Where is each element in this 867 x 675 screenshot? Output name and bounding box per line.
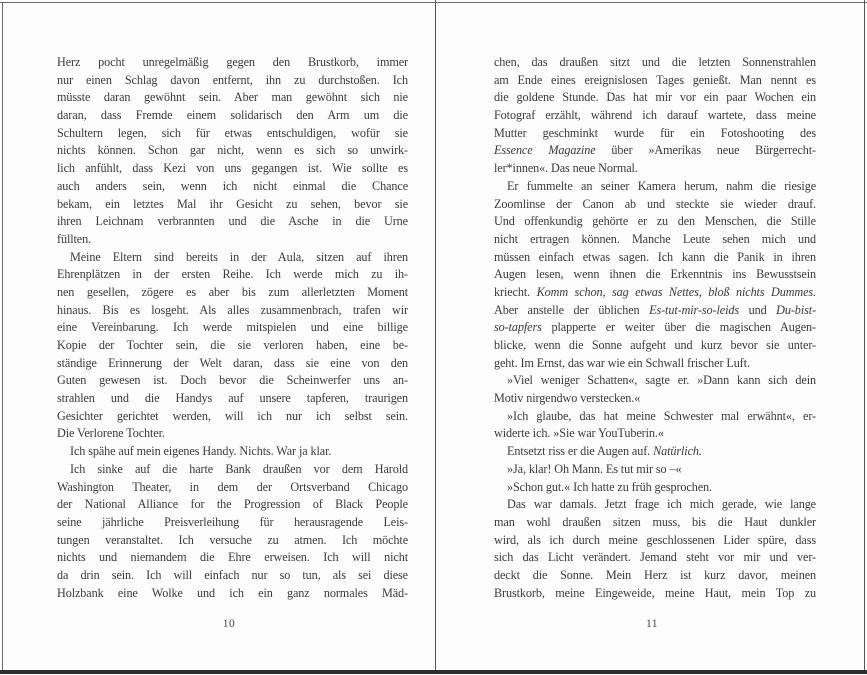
text-line	[57, 567, 408, 585]
text-segment: geht. Im Ernst, das war wie ein Schwall frischer Luft.	[494, 355, 750, 370]
text-segment: müsste daran gewöhnt sein. Aber man gewöhnt sich nie	[57, 90, 408, 105]
italic-text-segment: Du-bist-	[776, 302, 816, 317]
text-line	[57, 213, 408, 231]
text-line	[494, 337, 816, 355]
text-line	[494, 461, 816, 479]
left-page-text	[57, 54, 408, 602]
text-segment: Guten gewesen ist. Doch bevor die Scheinwerfer uns an-	[57, 373, 408, 388]
text-segment: über »Amerikas neue Bürgerrecht-	[595, 143, 816, 158]
text-line	[494, 514, 816, 532]
text-line	[494, 107, 816, 125]
text-segment: müssen einfach etwas sagen. Ich kann die Panik in ihren	[494, 249, 816, 264]
text-line	[57, 372, 408, 390]
text-segment: Meine Eltern sind bereits in der Aula, sitzen auf ihren	[70, 249, 408, 264]
text-segment: da drin sein. Ich will einfach nur so tun, als sei diese	[57, 567, 408, 582]
text-segment: widerte ich. »Sie war YouTuberin.«	[494, 426, 664, 441]
text-line	[494, 532, 816, 550]
text-line	[57, 125, 408, 143]
text-line	[57, 355, 408, 373]
text-line	[57, 337, 408, 355]
text-line	[57, 514, 408, 532]
text-line	[57, 54, 408, 72]
text-segment: hinaus. Bis es losgeht. Als alles zusammenbrach, trafen wir	[57, 302, 408, 317]
text-segment: die goldene Stunde. Das hat mir vor ein paar Wochen ein	[494, 90, 816, 105]
text-line	[494, 213, 816, 231]
text-line	[494, 372, 816, 390]
text-line	[494, 425, 816, 443]
text-line	[494, 302, 816, 320]
text-segment: und	[739, 302, 777, 317]
text-segment: Ich spähe auf mein eigenes Handy. Nichts. War ja klar.	[70, 444, 332, 459]
text-line	[57, 479, 408, 497]
text-segment: nichts können. Schon gar nicht, wenn es sich so unwirk-	[57, 143, 408, 158]
text-segment: eine Vereinbarung. Ich werde mitspielen und eine billige	[57, 320, 408, 335]
text-line	[494, 355, 816, 373]
text-line	[57, 549, 408, 567]
text-line	[57, 496, 408, 514]
left-page-number: 10	[222, 618, 236, 630]
text-line	[57, 249, 408, 267]
text-segment: chen, das draußen sitzt und die letzten Sonnenstrahlen	[494, 55, 816, 69]
text-segment: seine jährliche Preisverleihung für herausragende Leis-	[57, 514, 408, 529]
text-segment: wird, als ich durch meine geschlossenen Lider spüre, dass	[494, 532, 816, 547]
text-line	[57, 390, 408, 408]
text-line	[57, 585, 408, 603]
scan-border-left	[2, 2, 3, 671]
text-segment: Ehrenplätzen in der ersten Reihe. Ich werde mich zu ih-	[57, 267, 408, 282]
text-segment: kriecht.	[494, 284, 537, 299]
text-line	[57, 408, 408, 426]
text-line	[57, 319, 408, 337]
text-line	[494, 585, 816, 603]
italic-text-segment: so-tapfers	[494, 320, 542, 335]
text-segment: lich anfühlt, dass Kezi von uns gegangen ist. Wie sollte es	[57, 161, 408, 176]
text-segment: »Schon gut.« Ich hatte zu früh gesprochen.	[507, 479, 712, 494]
text-line	[57, 142, 408, 160]
text-segment: Kopie der Tochter sein, die sie verloren haben, eine be-	[57, 338, 408, 352]
text-segment: daran, dass Fremde einem solidarisch den Arm um die	[57, 108, 408, 123]
text-segment: sich das Licht verändert. Jemand steht vor mir und ver-	[494, 550, 816, 565]
text-segment: bekam, ein letztes Mal ihr Gesicht zu sehen, bevor sie	[57, 196, 408, 211]
text-segment: Holzbank eine Wolke und ich ein ganz normales Mäd-	[57, 585, 408, 600]
text-line	[57, 284, 408, 302]
text-segment: der National Alliance for the Progression of Black People	[57, 497, 408, 512]
text-segment: tungen veranstaltet. Ich versuche zu atmen. Ich möchte	[57, 532, 408, 547]
page-gutter-line	[435, 0, 436, 671]
text-line	[57, 89, 408, 107]
text-segment: nichts und niemandem die Ehre erweisen. Ich will nicht	[57, 550, 408, 565]
text-line	[57, 178, 408, 196]
text-segment: Herz pocht unregelmäßig gegen den Brustkorb, immer	[57, 55, 408, 69]
text-segment: ler*innen«. Das neue Normal.	[494, 161, 638, 176]
text-segment: »Ja, klar! Oh Mann. Es tut mir so –«	[507, 461, 682, 476]
text-segment: auch anders sein, wenn ich nicht einmal die Chance	[57, 178, 408, 193]
text-line	[57, 266, 408, 284]
text-segment: »Viel weniger Schatten«, sagte er. »Dann kann sich dein	[507, 373, 816, 388]
text-line	[57, 231, 408, 249]
text-segment: am Ende eines ereignislosen Tages genießt. Man nennt es	[494, 72, 816, 87]
text-line	[57, 532, 408, 550]
text-line	[494, 266, 816, 284]
text-line	[57, 107, 408, 125]
text-segment: Zoomlinse der Canon ab und steckte sie wieder drauf.	[494, 196, 816, 211]
text-line	[57, 72, 408, 90]
text-segment: Ich sinke auf die harte Bank draußen vor dem Harold	[70, 461, 408, 476]
text-segment: Er fummelte an seiner Kamera herum, nahm die riesige	[507, 178, 816, 193]
italic-text-segment: Essence Magazine	[494, 143, 596, 158]
text-line	[494, 408, 816, 426]
text-segment: man wohl draußen sitzen muss, bis die Haut dunkler	[494, 514, 816, 529]
italic-text-segment: Komm schon, sag etwas Nettes, bloß nichts Dummes.	[536, 284, 816, 299]
text-line	[494, 479, 816, 497]
text-segment: Fotograf erzählt, während ich darauf wartete, dass meine	[494, 108, 816, 123]
text-line	[494, 443, 816, 461]
text-line	[494, 142, 816, 160]
text-line	[494, 319, 816, 337]
text-segment: Die Verlorene Tochter.	[57, 426, 165, 441]
text-line	[494, 72, 816, 90]
text-line	[57, 302, 408, 320]
text-segment: Das war damals. Jetzt frage ich mich gerade, wie lange	[507, 497, 816, 512]
text-line	[494, 160, 816, 178]
scan-border-bottom	[0, 670, 867, 674]
text-line	[494, 231, 816, 249]
text-line	[494, 496, 816, 514]
text-line	[494, 549, 816, 567]
text-line	[57, 425, 408, 443]
text-segment: Gesichter gerichtet werden, will ich nur ich selbst sein.	[57, 408, 408, 423]
text-segment: Brustkorb, meine Eingeweide, meine Haut, mein Top zu	[494, 585, 816, 600]
italic-text-segment: Natürlich.	[653, 444, 702, 459]
italic-text-segment: Es-tut-mir-so-leids	[649, 302, 740, 317]
text-line	[494, 284, 816, 302]
text-line	[494, 567, 816, 585]
text-segment: plapperte er weiter über die magischen Augen-	[541, 320, 816, 335]
text-line	[57, 160, 408, 178]
text-segment: Mutter geschminkt wurde für ein Fotoshooting des	[494, 125, 816, 140]
text-segment: Augen lesen, wenn ihnen die Erkenntnis ins Bewusstsein	[494, 267, 816, 282]
right-page-number: 11	[645, 618, 659, 630]
text-segment: blicke, wenn die Sonne aufgeht und kurz bevor sie unter-	[494, 338, 816, 352]
text-segment: Und offenkundig gehörte er zu den Menschen, die Stille	[494, 214, 816, 229]
text-segment: nur einen Schlag davon entfernt, ihn zu durchstoßen. Ich	[57, 72, 408, 87]
text-line	[494, 390, 816, 408]
scan-border-top	[0, 2, 867, 3]
text-line	[494, 89, 816, 107]
text-segment: ihren Leichnam verbrannten und die Asche in die Urne	[57, 214, 408, 229]
text-line	[494, 125, 816, 143]
text-line	[494, 178, 816, 196]
text-line	[494, 249, 816, 267]
text-segment: Schultern legen, sich für etwas entschuldigen, wofür sie	[57, 125, 408, 140]
text-segment: nicht ertragen können. Manche Leute sehen mich und	[494, 231, 816, 246]
right-page-text	[494, 54, 816, 602]
text-line	[57, 461, 408, 479]
text-line	[57, 196, 408, 214]
text-segment: füllten.	[57, 231, 92, 246]
text-segment: Aber anstelle der üblichen	[494, 302, 650, 317]
text-segment: »Ich glaube, das hat meine Schwester mal erwähnt«, er-	[507, 408, 816, 423]
text-segment: strahlen und die Handys auf unsere tapferen, traurigen	[57, 391, 408, 406]
text-segment: deckt die Sonne. Mein Herz ist kurz davor, meinen	[494, 567, 816, 582]
text-segment: ständige Erinnerung der Welt daran, dass sie eine von den	[57, 355, 408, 370]
text-segment: Motiv nirgendwo verstecken.«	[494, 391, 641, 406]
text-segment: Washington Theater, in dem der Ortsverband Chicago	[57, 479, 408, 494]
text-line	[494, 196, 816, 214]
text-line	[494, 54, 816, 72]
text-segment: Entsetzt riss er die Augen auf.	[507, 444, 654, 459]
scan-border-right	[864, 0, 865, 671]
text-line	[57, 443, 408, 461]
text-segment: nen gesellen, zögere es aber bis zum allerletzten Moment	[57, 284, 408, 299]
